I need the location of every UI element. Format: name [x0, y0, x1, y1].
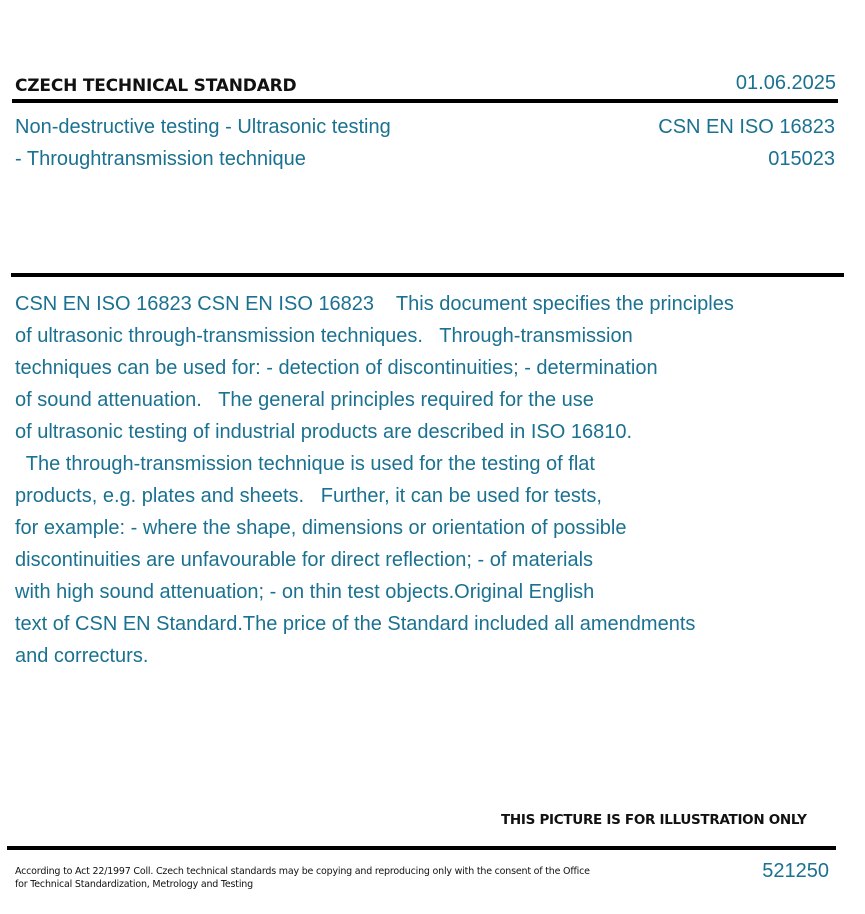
top-divider	[12, 99, 838, 103]
standard-number: CSN EN ISO 16823	[658, 116, 835, 138]
abstract-line: CSN EN ISO 16823 CSN EN ISO 16823 This document specifies the principles	[15, 293, 734, 315]
abstract-text	[15, 288, 815, 672]
illustration-notice: THIS PICTURE IS FOR ILLUSTRATION ONLY	[501, 812, 807, 828]
publication-date: 01.06.2025	[735, 72, 836, 94]
legal-notice	[15, 865, 590, 891]
abstract-line: of ultrasonic through-transmission techniques. Through-transmission	[15, 325, 633, 347]
abstract-line: techniques can be used for: - detection of discontinuities; - determination	[15, 357, 658, 379]
abstract-line: of ultrasonic testing of industrial products are described in ISO 16810.	[15, 421, 633, 443]
abstract-line: with high sound attenuation; - on thin test objects.Original English	[15, 581, 595, 603]
catalog-number: 015023	[768, 148, 835, 170]
abstract-line: discontinuities are unfavourable for direct reflection; - of materials	[15, 549, 594, 571]
abstract-line: of sound attenuation. The general principles required for the use	[15, 389, 594, 411]
middle-divider	[11, 273, 844, 277]
legal-notice-line: for Technical Standardization, Metrology and Testing	[15, 879, 253, 890]
abstract-line: products, e.g. plates and sheets. Further, it can be used for tests,	[15, 485, 602, 507]
abstract-line: and correcturs.	[15, 645, 149, 667]
abstract-line: for example: - where the shape, dimensions or orientation of possible	[15, 517, 627, 539]
footer-code: 521250	[762, 860, 829, 882]
document-type-label: CZECH TECHNICAL STANDARD	[15, 76, 297, 96]
title-line-1: Non-destructive testing - Ultrasonic testing	[15, 116, 391, 138]
bottom-divider	[7, 846, 836, 850]
title-line-2: - Throughtransmission technique	[15, 148, 306, 170]
abstract-line: The through-transmission technique is used for the testing of flat	[15, 453, 595, 475]
legal-notice-line: According to Act 22/1997 Coll. Czech technical standards may be copying and reproducing only with the consent of the Office	[15, 866, 590, 877]
abstract-line: text of CSN EN Standard.The price of the Standard included all amendments	[15, 613, 696, 635]
